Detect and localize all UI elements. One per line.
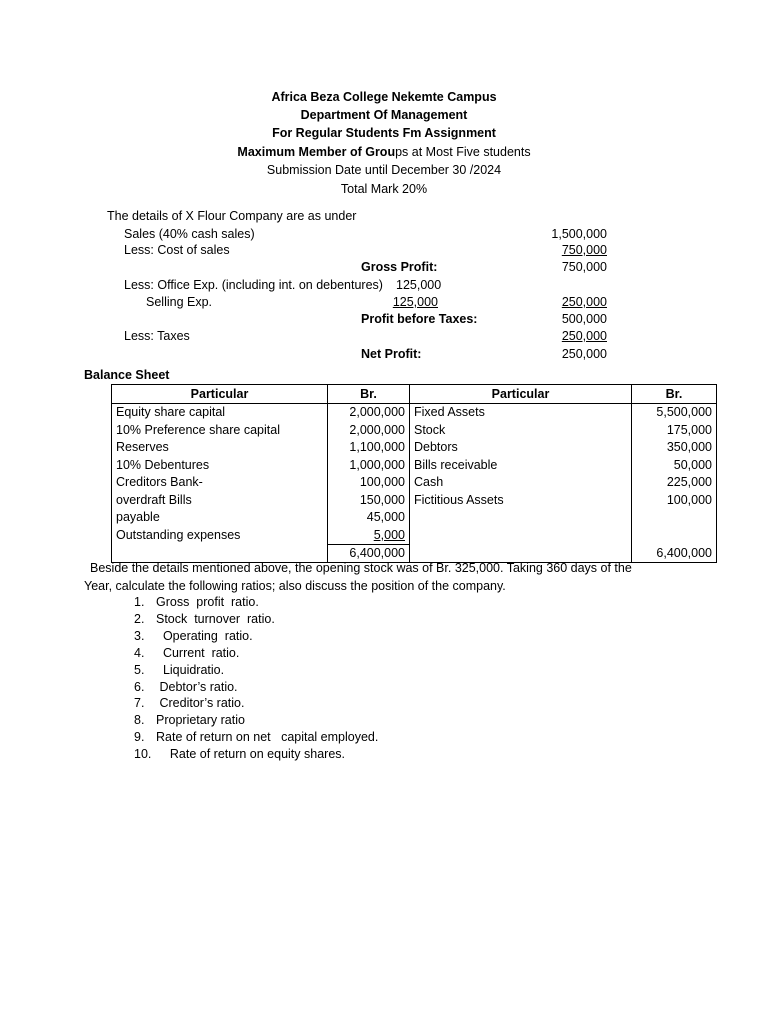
list-item-text: Creditor’s ratio.	[156, 696, 245, 710]
profit-before-taxes-value: 500,000	[561, 312, 607, 326]
asset-name: Cash	[410, 474, 632, 492]
table-row	[112, 421, 717, 439]
opex-total-value	[500, 294, 607, 310]
assignment-title: For Regular Students Fm Assignment	[272, 126, 496, 140]
asset-name: Bills receivable	[410, 456, 632, 474]
profit-before-taxes-label: Profit before Taxes:	[361, 312, 478, 326]
list-item-text: Rate of return on net capital employed.	[156, 730, 379, 744]
list-item-number: 4.	[134, 646, 145, 660]
list-item	[134, 746, 345, 762]
list-item-text: Debtor’s ratio.	[156, 680, 238, 694]
list-item-number: 9.	[134, 730, 145, 744]
gross-profit-value: 750,000	[561, 260, 607, 274]
cost-of-sales-label: Less: Cost of sales	[124, 243, 230, 257]
liability-name: 10% Preference share capital	[112, 421, 328, 439]
list-item	[134, 712, 245, 728]
total-mark: Total Mark 20%	[340, 182, 428, 196]
group-size-line	[0, 144, 768, 160]
liabilities-total: 6,400,000	[328, 544, 410, 563]
list-item	[134, 695, 244, 711]
balance-sheet-table	[111, 384, 717, 563]
list-item-number: 6.	[134, 680, 145, 694]
asset-amount: 225,000	[632, 474, 717, 492]
net-profit-value: 250,000	[561, 347, 607, 361]
selling-exp-amount: 125,000	[392, 295, 438, 309]
balance-sheet-title: Balance Sheet	[84, 368, 170, 382]
asset-name	[410, 526, 632, 544]
asset-amount: 175,000	[632, 421, 717, 439]
list-item	[134, 679, 238, 695]
instructions-line-2: Year, calculate the following ratios; also discuss the position of the company.	[84, 579, 506, 593]
table-row	[112, 439, 717, 457]
gross-profit-label: Gross Profit:	[361, 260, 438, 274]
liability-amount: 2,000,000	[328, 421, 410, 439]
asset-name: Stock	[410, 421, 632, 439]
list-item-text: Current ratio.	[156, 646, 240, 660]
table-row	[112, 509, 717, 527]
list-item-number: 8.	[134, 713, 145, 727]
cost-of-sales-amount: 750,000	[561, 243, 607, 257]
list-item	[134, 645, 239, 661]
list-item-text: Operating ratio.	[156, 629, 253, 643]
liability-name: overdraft Bills	[112, 491, 328, 509]
taxes-label: Less: Taxes	[124, 329, 190, 343]
cost-of-sales-value	[500, 242, 607, 258]
asset-amount: 100,000	[632, 491, 717, 509]
liability-name: Outstanding expenses	[112, 526, 328, 544]
liability-name: Equity share capital	[112, 403, 328, 421]
liability-amount: 150,000	[328, 491, 410, 509]
asset-amount: 350,000	[632, 439, 717, 457]
liability-name: payable	[112, 509, 328, 527]
liability-name: Creditors Bank-	[112, 474, 328, 492]
asset-amount: 50,000	[632, 456, 717, 474]
table-row	[112, 491, 717, 509]
asset-name: Fixed Assets	[410, 403, 632, 421]
list-item-text: Stock turnover ratio.	[156, 612, 275, 626]
liability-amount	[328, 526, 410, 544]
liability-name: 10% Debentures	[112, 456, 328, 474]
department-title: Department Of Management	[300, 108, 468, 122]
list-item	[134, 611, 275, 627]
instructions-line-1: Beside the details mentioned above, the opening stock was of Br. 325,000. Taking 360 days of the	[90, 561, 632, 575]
list-item	[134, 628, 253, 644]
list-item-number: 3.	[134, 629, 145, 643]
asset-amount	[632, 509, 717, 527]
college-title: Africa Beza College Nekemte Campus	[271, 90, 497, 104]
list-item	[134, 594, 259, 610]
liability-amount: 100,000	[328, 474, 410, 492]
list-item	[134, 662, 224, 678]
group-size-bold: Maximum Member of Grou	[237, 145, 396, 159]
submission-date: Submission Date until December 30 /2024	[266, 163, 502, 177]
list-item-number: 10.	[134, 747, 152, 761]
liability-name: Reserves	[112, 439, 328, 457]
list-item-number: 1.	[134, 595, 145, 609]
asset-name	[410, 509, 632, 527]
list-item-text: Liquidratio.	[156, 663, 225, 677]
table-row	[112, 526, 717, 544]
table-row	[112, 403, 717, 421]
selling-exp-value	[330, 294, 438, 310]
asset-amount: 5,500,000	[632, 403, 717, 421]
net-profit-label: Net Profit:	[361, 347, 422, 361]
asset-name: Fictitious Assets	[410, 491, 632, 509]
list-item-number: 2.	[134, 612, 145, 626]
sales-label: Sales (40% cash sales)	[124, 227, 255, 241]
assets-total: 6,400,000	[632, 544, 717, 563]
taxes-value: 250,000	[561, 329, 607, 343]
group-size-rest: ps at Most Five students	[395, 145, 531, 159]
list-item-number: 5.	[134, 663, 145, 677]
list-item-text: Proprietary ratio	[156, 713, 245, 727]
assets-amount-header: Br.	[632, 385, 717, 404]
liability-amount: 1,000,000	[328, 456, 410, 474]
liabilities-amount-header: Br.	[328, 385, 410, 404]
table-header-row	[112, 385, 717, 404]
asset-amount	[632, 526, 717, 544]
liability-amount: 2,000,000	[328, 403, 410, 421]
list-item	[134, 729, 378, 745]
list-item-number: 7.	[134, 696, 145, 710]
opex-total-amount: 250,000	[561, 295, 607, 309]
assets-header: Particular	[410, 385, 632, 404]
liability-amount: 45,000	[328, 509, 410, 527]
office-exp-value: 125,000	[396, 278, 442, 292]
liability-amount: 1,100,000	[328, 439, 410, 457]
liabilities-header: Particular	[112, 385, 328, 404]
company-intro: The details of X Flour Company are as under	[107, 209, 357, 223]
office-exp-label: Less: Office Exp. (including int. on debentures)	[124, 278, 383, 292]
table-row	[112, 456, 717, 474]
sales-value: 1,500,000	[551, 227, 607, 241]
list-item-text: Rate of return on equity shares.	[156, 747, 345, 761]
asset-name: Debtors	[410, 439, 632, 457]
liability-amount-underlined: 5,000	[373, 527, 405, 542]
selling-exp-label: Selling Exp.	[146, 295, 213, 309]
list-item-text: Gross profit ratio.	[156, 595, 259, 609]
table-row	[112, 474, 717, 492]
